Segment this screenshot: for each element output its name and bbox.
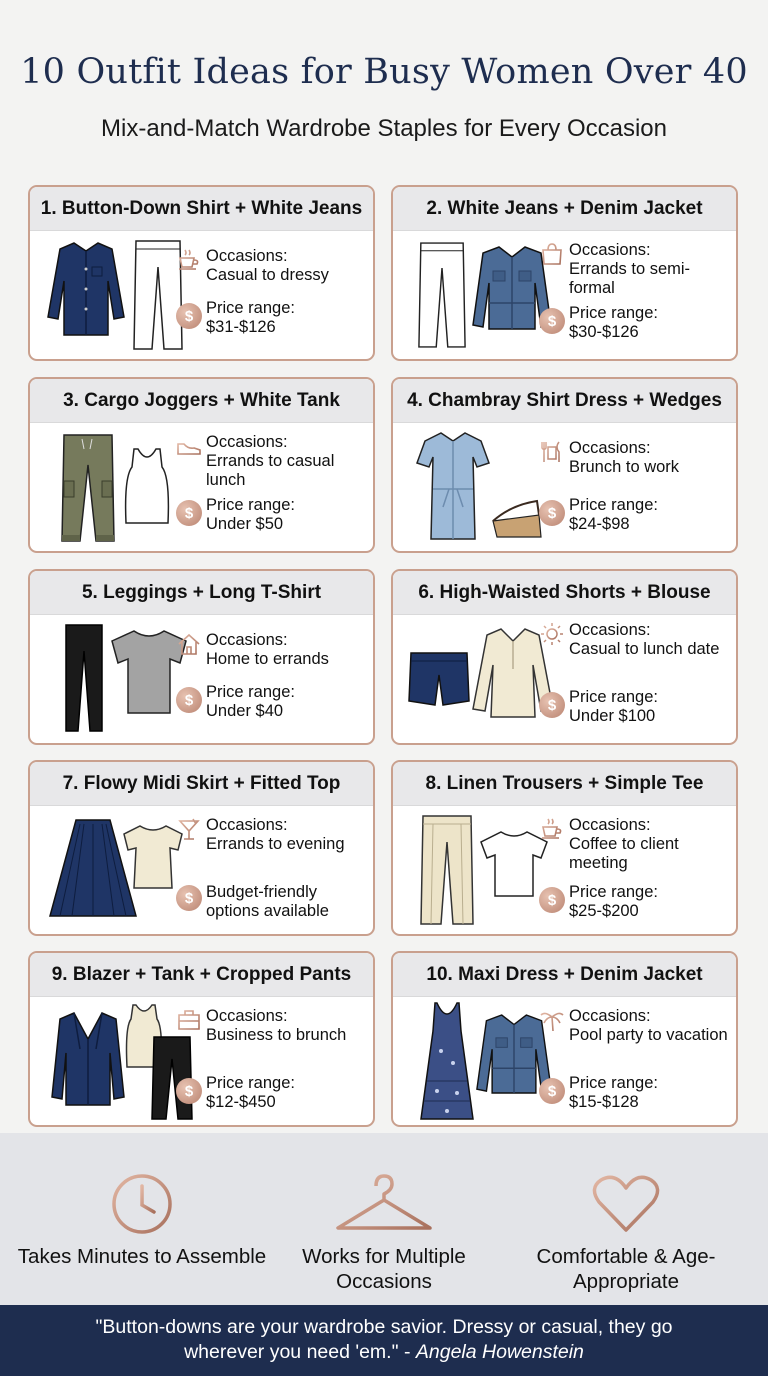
quote-author: Angela Howenstein xyxy=(415,1341,584,1363)
blazer-illustration xyxy=(50,1009,126,1109)
dollar-coin-icon: $ xyxy=(539,308,565,334)
occasion-label: Occasions: xyxy=(569,439,651,457)
shopping-bag-icon xyxy=(539,241,565,267)
outfit-card-1[interactable] xyxy=(28,185,375,361)
occasion-value: Casual to dressy xyxy=(206,266,329,284)
occasion-value: Coffee to client meeting xyxy=(569,835,679,872)
dollar-coin-icon: $ xyxy=(539,887,565,913)
occasion-label: Occasions: xyxy=(569,241,651,259)
occasion-value: Errands to semi-formal xyxy=(569,260,691,297)
clock-icon xyxy=(110,1172,174,1236)
outfit-title: 5. Leggings + Long T-Shirt xyxy=(30,571,373,615)
occasion-value: Pool party to vacation xyxy=(569,1026,728,1044)
occasion-value: Home to errands xyxy=(206,650,329,668)
feature-comfortable xyxy=(498,1172,754,1294)
occasion-label: Occasions: xyxy=(206,816,288,834)
fork-knife-icon xyxy=(539,439,565,465)
occasion-label: Occasions: xyxy=(206,631,288,649)
coffee-cup-icon xyxy=(539,816,565,842)
price-label: Price range: xyxy=(206,496,295,514)
teacup-icon xyxy=(176,247,202,273)
price-value: $30-$126 xyxy=(569,323,639,341)
dollar-coin-icon: $ xyxy=(176,303,202,329)
occasion-value: Casual to lunch date xyxy=(569,640,720,658)
chambray-shirt-dress-illustration xyxy=(415,429,491,543)
outfit-card-5[interactable] xyxy=(28,569,375,745)
occasion-value: Business to brunch xyxy=(206,1026,347,1044)
maxi-dress-illustration xyxy=(419,1001,475,1123)
quote-banner xyxy=(0,1305,768,1376)
dollar-coin-icon: $ xyxy=(176,687,202,713)
outfit-card-6[interactable] xyxy=(391,569,738,745)
price-value: Budget-friendly options available xyxy=(206,883,329,920)
white-tank-illustration xyxy=(122,447,172,527)
outfit-title: 2. White Jeans + Denim Jacket xyxy=(393,187,736,231)
page-title: 10 Outfit Ideas for Busy Women Over 40 xyxy=(20,52,748,92)
feature-minutes xyxy=(14,1172,270,1269)
white-jeans-illustration xyxy=(417,237,467,353)
outfit-title: 9. Blazer + Tank + Cropped Pants xyxy=(30,953,373,997)
sneaker-icon xyxy=(176,433,202,459)
outfit-card-10[interactable] xyxy=(391,951,738,1127)
outfit-card-3[interactable] xyxy=(28,377,375,553)
palm-tree-icon xyxy=(539,1007,565,1033)
quote-text: "Button-downs are your wardrobe savior. Dressy or casual, they go wherever you need 'em." xyxy=(95,1316,673,1363)
price-value: $25-$200 xyxy=(569,902,639,920)
dollar-coin-icon: $ xyxy=(176,1078,202,1104)
price-label: Price range: xyxy=(569,1074,658,1092)
occasion-value: Errands to casual lunch xyxy=(206,452,335,489)
outfit-title: 1. Button-Down Shirt + White Jeans xyxy=(30,187,373,231)
outfit-title: 8. Linen Trousers + Simple Tee xyxy=(393,762,736,806)
price-value: $12-$450 xyxy=(206,1093,276,1111)
price-label: Price range: xyxy=(206,683,295,701)
dollar-coin-icon: $ xyxy=(176,500,202,526)
occasion-label: Occasions: xyxy=(569,621,651,639)
page-subtitle: Mix-and-Match Wardrobe Staples for Every Occasion xyxy=(101,115,667,142)
outfit-title: 6. High-Waisted Shorts + Blouse xyxy=(393,571,736,615)
feature-label: Works for Multiple Occasions xyxy=(302,1245,466,1293)
cocktail-icon xyxy=(176,816,202,842)
hanger-icon xyxy=(334,1172,434,1236)
occasion-label: Occasions: xyxy=(206,433,288,451)
price-label: Price range: xyxy=(569,496,658,514)
briefcase-icon xyxy=(176,1007,202,1033)
outfit-card-4[interactable] xyxy=(391,377,738,553)
wedge-sandal-illustration xyxy=(489,493,545,543)
dollar-coin-icon: $ xyxy=(539,500,565,526)
feature-label: Takes Minutes to Assemble xyxy=(17,1245,267,1268)
outfit-card-8[interactable] xyxy=(391,760,738,936)
feature-occasions xyxy=(256,1172,512,1294)
occasion-label: Occasions: xyxy=(206,247,288,265)
dollar-coin-icon: $ xyxy=(176,885,202,911)
occasion-value: Errands to evening xyxy=(206,835,345,853)
sun-icon xyxy=(539,621,565,647)
occasion-label: Occasions: xyxy=(569,816,651,834)
occasion-value: Brunch to work xyxy=(569,458,680,476)
dollar-coin-icon: $ xyxy=(539,1078,565,1104)
price-value: $31-$126 xyxy=(206,318,276,336)
linen-trousers-illustration xyxy=(419,812,475,928)
outfit-title: 7. Flowy Midi Skirt + Fitted Top xyxy=(30,762,373,806)
leggings-illustration xyxy=(62,621,106,737)
heart-icon xyxy=(591,1172,661,1236)
price-label: Price range: xyxy=(569,688,658,706)
button-down-shirt-illustration xyxy=(46,239,126,339)
outfit-card-2[interactable] xyxy=(391,185,738,361)
outfit-card-9[interactable] xyxy=(28,951,375,1127)
price-value: $24-$98 xyxy=(569,515,630,533)
high-waisted-shorts-illustration xyxy=(407,649,471,709)
occasion-label: Occasions: xyxy=(569,1007,651,1025)
outfit-title: 4. Chambray Shirt Dress + Wedges xyxy=(393,379,736,423)
price-label: Price range: xyxy=(569,304,658,322)
quote-separator: - xyxy=(398,1341,416,1363)
price-label: Price range: xyxy=(569,883,658,901)
house-icon xyxy=(176,631,202,657)
price-value: Under $50 xyxy=(206,515,284,533)
feature-label: Comfortable & Age-Appropriate xyxy=(536,1245,716,1293)
price-value: Under $40 xyxy=(206,702,284,720)
occasion-label: Occasions: xyxy=(206,1007,288,1025)
price-value: Under $100 xyxy=(569,707,656,725)
outfit-title: 10. Maxi Dress + Denim Jacket xyxy=(393,953,736,997)
price-label: Price range: xyxy=(206,1074,295,1092)
outfit-card-7[interactable] xyxy=(28,760,375,936)
price-label: Price range: xyxy=(206,299,295,317)
cargo-joggers-illustration xyxy=(60,431,116,547)
price-value: $15-$128 xyxy=(569,1093,639,1111)
dollar-coin-icon: $ xyxy=(539,692,565,718)
outfit-title: 3. Cargo Joggers + White Tank xyxy=(30,379,373,423)
